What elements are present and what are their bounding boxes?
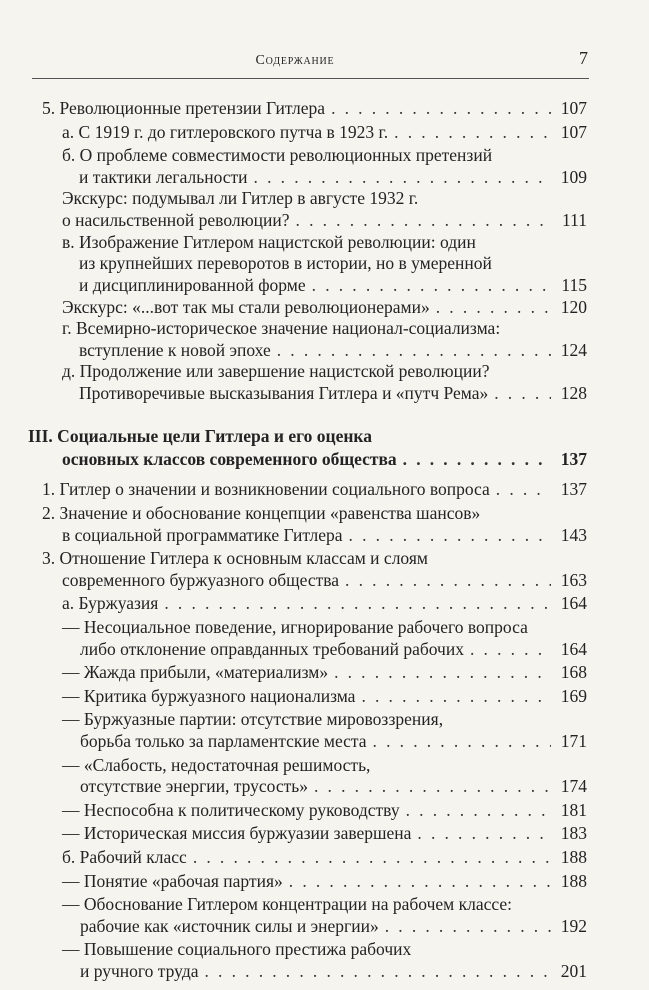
- dot-leader: [373, 730, 551, 752]
- toc-page: 164: [560, 593, 587, 614]
- toc-page: 107: [560, 98, 587, 118]
- toc-entry-text: Экскурс: подумывал ли Гитлер в августе 1932 г.: [62, 188, 419, 209]
- toc-entry-text: и тактики легальности: [79, 166, 248, 187]
- toc-entry-text: — Повышение социального престижа рабочих: [62, 939, 412, 960]
- toc-page: 174: [560, 776, 587, 797]
- running-header-title: Содержание: [255, 53, 335, 68]
- toc-entry: [62, 870, 587, 892]
- toc-entry-text: — Историческая миссия буржуазии завершена: [62, 823, 412, 844]
- toc-entry-text: — Обоснование Гитлером концентрации на рабочем классе:: [62, 894, 513, 915]
- dot-leader: [205, 960, 552, 982]
- dot-leader: [345, 569, 551, 591]
- toc-entry: [62, 799, 587, 821]
- toc-entry-text: о насильственной революции?: [62, 210, 290, 231]
- dot-leader: [254, 166, 551, 188]
- dot-leader: [470, 638, 551, 660]
- dot-leader: [385, 915, 551, 937]
- toc-entry-text: — «Слабость, недостаточная решимость,: [62, 754, 371, 775]
- toc-page: 163: [560, 569, 587, 590]
- dot-leader: [406, 799, 551, 821]
- toc-entry: [79, 339, 587, 361]
- toc-page: 188: [560, 847, 587, 867]
- toc-entry: [62, 661, 587, 683]
- toc-entry-text: а. Буржуазия: [62, 593, 159, 614]
- toc-entry-line: [62, 754, 370, 776]
- dot-leader: [296, 209, 551, 231]
- dot-leader: [331, 97, 551, 119]
- toc-entry-text: Экскурс: «...вот так мы стали революционерами»: [62, 296, 430, 317]
- toc-entry-text: 5. Революционные претензии Гитлера: [42, 98, 326, 118]
- toc-entry-text: б. О проблеме совместимости революционных претензий: [62, 145, 493, 166]
- dot-leader: [494, 382, 551, 404]
- toc-entry: [62, 209, 587, 231]
- toc-entry-line: [62, 893, 512, 915]
- toc-page: 143: [560, 524, 587, 545]
- toc-entry-text: борьба только за парламентские места: [80, 731, 367, 751]
- toc-entry-text: г. Всемирно-историческое значение национал-социализма:: [62, 318, 501, 339]
- toc-page: 171: [560, 731, 587, 751]
- toc-entry-text: вступление к новой эпохе: [79, 339, 271, 360]
- toc-entry-line: [42, 502, 480, 524]
- toc-entry-text: и ручного труда: [80, 961, 199, 981]
- toc-page: 115: [561, 274, 587, 295]
- toc-entry-text: либо отклонение оправданных требований рабочих: [80, 638, 464, 659]
- toc-entry-text: отсутствие энергии, трусость»: [80, 776, 308, 797]
- toc-entry-line: [62, 231, 476, 253]
- toc-entry: [80, 730, 587, 752]
- toc-entry-text: 1. Гитлер о значении и возникновении социального вопроса: [42, 479, 490, 500]
- toc-entry-text: — Неспособна к политическому руководству: [62, 799, 400, 820]
- toc-page: 201: [560, 961, 587, 981]
- toc-page: 164: [560, 638, 587, 659]
- toc-entry-text: 2. Значение и обоснование концепции «равенства шансов»: [42, 503, 481, 523]
- toc-entry-text: — Жажда прибыли, «материализм»: [62, 662, 329, 683]
- toc-entry: [80, 638, 587, 660]
- dot-leader: [436, 296, 551, 318]
- toc-entry-text: в социальной программатике Гитлера: [62, 524, 343, 545]
- dot-leader: [361, 685, 551, 707]
- toc-entry-line: [42, 547, 428, 569]
- toc-page: 137: [560, 448, 587, 469]
- toc-page: 183: [560, 823, 587, 844]
- dot-leader: [349, 524, 551, 546]
- toc-entry-text: основных классов современного общества: [62, 448, 397, 469]
- toc-page: 124: [560, 339, 587, 360]
- toc-entry-text: — Несоциальное поведение, игнорирование рабочего вопроса: [62, 617, 528, 637]
- page-number: 7: [579, 48, 588, 68]
- toc-entry-line: [62, 938, 411, 960]
- toc-entry-text: III. Социальные цели Гитлера и его оценка: [28, 426, 372, 447]
- toc-entry: [79, 274, 587, 296]
- toc-entry-line: [62, 360, 489, 382]
- toc-entry: [62, 121, 587, 143]
- toc-entry-text: рабочие как «источник силы и энергии»: [80, 915, 379, 936]
- toc-page: 188: [560, 870, 587, 891]
- toc-entry: [80, 915, 587, 937]
- toc-entry: [80, 960, 587, 982]
- chapter-heading: [62, 448, 587, 470]
- toc-entry-text: д. Продолжение или завершение нацистской революции?: [62, 361, 490, 382]
- dot-leader: [403, 448, 551, 470]
- toc-page: 111: [562, 210, 587, 231]
- toc-entry: [62, 685, 587, 707]
- toc-page: 181: [560, 799, 587, 820]
- toc-entry-text: в. Изображение Гитлером нацистской революции: один: [62, 231, 476, 252]
- dot-leader: [277, 339, 551, 361]
- toc-entry-text: 3. Отношение Гитлера к основным классам и слоям: [42, 548, 428, 569]
- toc-entry-line: [62, 144, 492, 166]
- toc-page: 109: [560, 166, 587, 187]
- toc-entry-text: — Понятие «рабочая партия»: [62, 870, 283, 891]
- toc-entry: [80, 775, 587, 797]
- toc-entry: [62, 296, 587, 318]
- toc-entry: [62, 524, 587, 546]
- dot-leader: [334, 661, 551, 683]
- toc-page: 120: [560, 296, 587, 317]
- toc-entry: [62, 846, 587, 868]
- toc-entry-line: [62, 317, 500, 339]
- toc-entry-line: [62, 616, 528, 638]
- toc-page: 137: [560, 479, 587, 500]
- dot-leader: [394, 121, 551, 143]
- chapter-heading: [28, 425, 372, 447]
- toc-entry: [79, 166, 587, 188]
- toc-entry: [62, 592, 587, 614]
- dot-leader: [289, 870, 551, 892]
- dot-leader: [314, 775, 551, 797]
- toc-entry-text: — Буржуазные партии: отсутствие мировоззрения,: [62, 709, 444, 730]
- toc-page: 169: [560, 685, 587, 706]
- dot-leader: [417, 822, 551, 844]
- toc-page: 107: [560, 121, 587, 142]
- toc-entry: [62, 569, 587, 591]
- toc-entry: [42, 97, 587, 119]
- toc-entry-line: [62, 187, 418, 209]
- toc-page: 168: [560, 662, 587, 683]
- dot-leader: [312, 274, 551, 296]
- toc-entry-text: современного буржуазного общества: [62, 569, 340, 590]
- toc-entry-line: [79, 252, 492, 274]
- toc-entry-text: Противоречивые высказывания Гитлера и «путч Рема»: [79, 383, 489, 403]
- toc-entry-text: из крупнейших переворотов в истории, но в умеренной: [79, 253, 492, 274]
- toc-entry-text: а. С 1919 г. до гитлеровского путча в 1923 г.: [62, 121, 389, 142]
- toc-page: 128: [560, 383, 587, 403]
- dot-leader: [193, 846, 551, 868]
- toc-entry-text: — Критика буржуазного национализма: [62, 685, 356, 706]
- toc-entry-text: и дисциплинированной форме: [79, 274, 306, 295]
- toc-page: 192: [560, 915, 587, 936]
- toc-entry: [62, 822, 587, 844]
- dot-leader: [496, 478, 551, 500]
- header-rule: [32, 78, 589, 79]
- toc-entry-text: б. Рабочий класс: [62, 847, 187, 867]
- toc-entry: [42, 478, 587, 500]
- dot-leader: [164, 592, 551, 614]
- toc-entry: [79, 382, 587, 404]
- toc-entry-line: [62, 708, 443, 730]
